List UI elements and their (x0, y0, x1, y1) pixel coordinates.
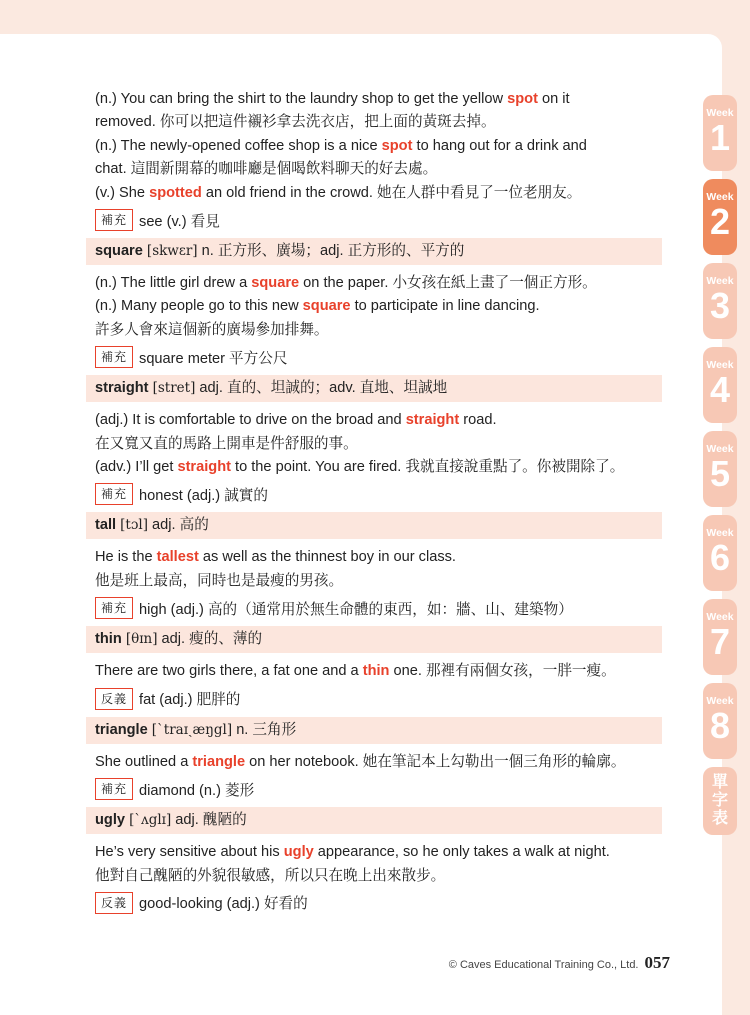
highlighted-word: spot (381, 137, 413, 154)
sentence-text: as well as the thinnest boy in our class. (198, 549, 456, 566)
sentence-text: appearance, so he only takes a walk at night. (313, 844, 610, 861)
tab-week-3[interactable] (703, 263, 737, 339)
page-footer (449, 953, 670, 973)
vocabulary-content (95, 88, 662, 921)
supplement-note (95, 596, 662, 620)
tab-label: Week (706, 107, 734, 119)
note-tag: 反義 (95, 892, 133, 914)
pronunciation: [stret] (152, 380, 196, 397)
note-tag: 反義 (95, 688, 133, 710)
word-header-triangle (86, 717, 662, 744)
tab-label: Week (706, 191, 734, 203)
tab-label: Week (706, 611, 734, 623)
tab-number: 8 (709, 705, 731, 746)
example-line (95, 546, 662, 569)
note-text: diamond (n.) 菱形 (139, 782, 255, 799)
note-tag: 補充 (95, 346, 133, 368)
highlighted-word: straight (405, 412, 460, 429)
sentence-text: on her notebook. 她在筆記本上勾勒出一個三角形的輪廓。 (245, 753, 626, 770)
example-line (95, 433, 662, 456)
sentence-text: 他是班上最高，同時也是最瘦的男孩。 (95, 572, 344, 589)
example-line (95, 295, 662, 318)
sentence-text: removed. 你可以把這件襯衫拿去洗衣店，把上面的黃斑去掉。 (95, 114, 496, 131)
sentence-text: (n.) You can bring the shirt to the laundry shop to get the yellow (95, 91, 508, 107)
sentence-text: on the paper. 小女孩在紙上畫了一個正方形。 (299, 275, 597, 292)
tab-glossary[interactable] (703, 767, 737, 835)
word-header-square (86, 238, 662, 265)
sentence-text: 在又寬又直的馬路上開車是件舒服的事。 (95, 435, 358, 452)
tab-label: Week (706, 359, 734, 371)
note-tag: 補充 (95, 778, 133, 800)
definition: adj. 高的 (147, 517, 209, 534)
headword: ugly (95, 812, 130, 829)
definition: adj. 瘦的、薄的 (157, 631, 263, 648)
tab-week-4[interactable] (703, 347, 737, 423)
tab-label: Week (706, 275, 734, 287)
sentence-text: to participate in line dancing. (350, 298, 540, 315)
pronunciation: [tɔl] (120, 517, 148, 534)
tab-label: Week (706, 695, 734, 707)
tab-week-6[interactable] (703, 515, 737, 591)
headword: square (95, 243, 147, 260)
tab-glossary-char: 字 (711, 790, 728, 809)
sentence-text: (n.) Many people go to this new (95, 298, 303, 315)
note-text: good-looking (adj.) 好看的 (139, 896, 308, 913)
highlighted-word: ugly (283, 844, 314, 861)
note-text: see (v.) 看見 (139, 213, 220, 230)
highlighted-word: straight (177, 459, 231, 476)
sentence-text: (adj.) It is comfortable to drive on the broad and (95, 412, 406, 429)
word-header-straight (86, 375, 662, 402)
supplement-note (95, 891, 662, 915)
example-line (95, 182, 662, 205)
sentence-text: to the point. You are fired. 我就直接說重點了。你被開除了。 (230, 459, 625, 476)
page-number: 057 (644, 953, 670, 972)
headword: triangle (95, 721, 152, 738)
sentence-text: There are two girls there, a fat one and a (95, 663, 363, 680)
headword: straight (95, 380, 153, 397)
sentence-text: to hang out for a drink and (412, 137, 587, 154)
word-header-tall (86, 512, 662, 539)
definition: adj. 醜陋的 (171, 812, 247, 829)
pronunciation: [θɪn] (125, 631, 158, 648)
note-text: square meter 平方公尺 (139, 350, 288, 367)
supplement-note (95, 777, 662, 801)
note-tag: 補充 (95, 483, 133, 505)
supplement-note (95, 687, 662, 711)
example-line (95, 135, 662, 158)
tab-number: 5 (709, 453, 731, 494)
tab-number: 4 (709, 369, 731, 410)
note-text: fat (adj.) 肥胖的 (139, 692, 241, 709)
note-tag: 補充 (95, 209, 133, 231)
tab-number: 1 (709, 117, 731, 158)
tab-label: Week (706, 443, 734, 455)
sentence-text: (n.) The newly-opened coffee shop is a nice (95, 137, 382, 154)
example-line (95, 409, 662, 432)
word-header-ugly (86, 807, 662, 834)
copyright-text: © Caves Educational Training Co., Ltd. (448, 959, 639, 971)
sentence-text: He’s very sensitive about his (95, 844, 284, 861)
headword: tall (95, 517, 121, 534)
example-line (95, 865, 662, 888)
sentence-text: chat. 這間新開幕的咖啡廳是個喝飲料聊天的好去處。 (95, 161, 438, 178)
sentence-text: (adv.) I’ll get (95, 459, 178, 476)
example-line (95, 158, 662, 181)
tab-week-8[interactable] (703, 683, 737, 759)
example-line (95, 319, 662, 342)
sentence-text: 許多人會來這個新的廣場參加排舞。 (95, 321, 329, 338)
sentence-text: She outlined a (95, 753, 193, 770)
pronunciation: [ˋʌglɪ] (129, 812, 172, 829)
tab-number: 3 (709, 285, 731, 326)
tab-glossary-char: 單 (711, 772, 728, 791)
tab-number: 6 (709, 537, 731, 578)
example-line (95, 88, 662, 111)
example-line (95, 751, 662, 774)
week-tabs (703, 95, 737, 843)
highlighted-word: spot (507, 91, 538, 107)
pronunciation: [skwɛr] (146, 243, 198, 260)
tab-glossary-char: 表 (711, 808, 728, 827)
note-tag: 補充 (95, 597, 133, 619)
definition: n. 正方形、廣場；adj. 正方形的、平方的 (197, 243, 465, 260)
sentence-text: He is the (95, 549, 157, 566)
tab-week-1[interactable] (703, 95, 737, 171)
supplement-note (95, 482, 662, 506)
sentence-text: on it (537, 91, 570, 107)
highlighted-word: triangle (192, 753, 246, 770)
example-line (95, 841, 662, 864)
example-line (95, 111, 662, 134)
example-line (95, 272, 662, 295)
highlighted-word: spotted (149, 184, 202, 201)
word-header-thin (86, 626, 662, 653)
highlighted-word: tallest (156, 549, 199, 566)
tab-week-5[interactable] (703, 431, 737, 507)
tab-number: 7 (709, 621, 731, 662)
supplement-note (95, 208, 662, 232)
sentence-text: 他對自己醜陋的外貌很敏感，所以只在晚上出來散步。 (95, 867, 446, 884)
note-text: high (adj.) 高的（通常用於無生命體的東西，如：牆、山、建築物） (139, 601, 573, 618)
highlighted-word: square (302, 298, 351, 315)
example-line (95, 456, 662, 479)
sentence-text: an old friend in the crowd. 她在人群中看見了一位老朋友。 (201, 184, 582, 201)
definition: adj. 直的、坦誠的；adv. 直地、坦誠地 (195, 380, 448, 397)
highlighted-word: thin (362, 663, 390, 680)
supplement-note (95, 345, 662, 369)
tab-week-7[interactable] (703, 599, 737, 675)
sentence-text: (n.) The little girl drew a (95, 275, 252, 292)
tab-number: 2 (709, 201, 731, 242)
example-line (95, 660, 662, 683)
headword: thin (95, 631, 126, 648)
tab-label: Week (706, 527, 734, 539)
sentence-text: (v.) She (95, 184, 150, 201)
note-text: honest (adj.) 誠實的 (139, 487, 268, 504)
definition: n. 三角形 (232, 721, 297, 738)
highlighted-word: square (251, 275, 300, 292)
pronunciation: [ˋtraɪˏæŋgl] (151, 721, 233, 738)
sentence-text: road. (459, 412, 497, 429)
tab-week-2[interactable] (703, 179, 737, 255)
example-line (95, 570, 662, 593)
sentence-text: one. 那裡有兩個女孩，一胖一瘦。 (389, 663, 616, 680)
